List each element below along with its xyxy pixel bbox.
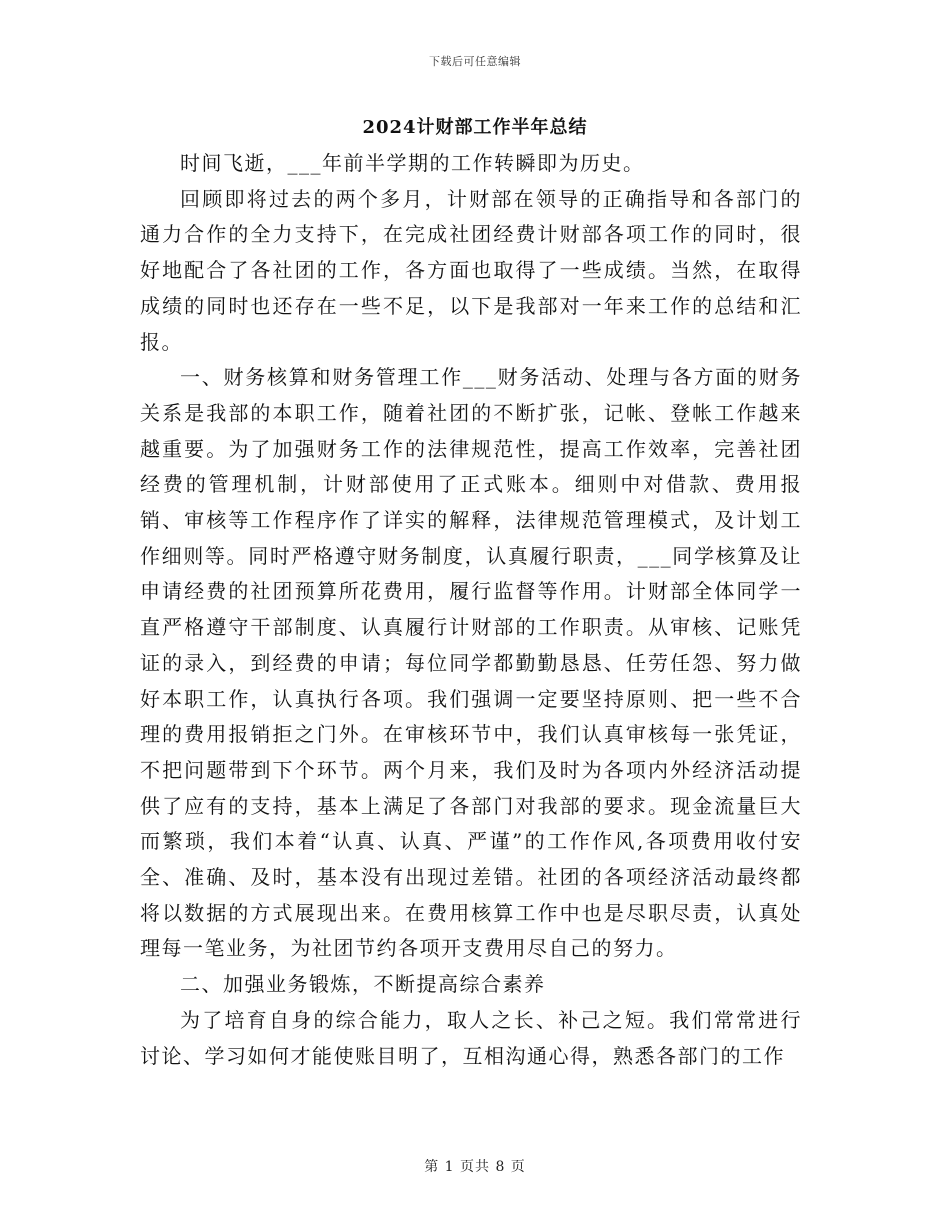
header-note: 下载后可任意编辑 bbox=[429, 55, 521, 68]
page-footer: 第 1 页共 8 页 bbox=[424, 1159, 526, 1175]
paragraph-section-2: 为了培育自身的综合能力，取人之长、补己之短。我们常常进行讨论、学习如何才能使账目明了，互相沟通心得，熟悉各部门的工作 bbox=[140, 1007, 802, 1068]
document-body bbox=[140, 146, 802, 1074]
section-2-heading: 二、加强业务锻炼，不断提高综合素养 bbox=[180, 972, 546, 997]
paragraph-review: 回顾即将过去的两个多月，计财部在领导的正确指导和各部门的通力合作的全力支持下，在完成社团经费计财部各项工作的同时，很好地配合了各社团的工作，各方面也取得了一些成绩。当然，在取得成绩的同时也还存在一些不足，以下是我部对一年来工作的总结和汇报。 bbox=[140, 186, 802, 354]
document-title: 2024计财部工作半年总结 bbox=[362, 117, 588, 138]
paragraph-section-1: 一、财务核算和财务管理工作___财务活动、处理与各方面的财务关系是我部的本职工作，随着社团的不断扩张，记帐、登帐工作越来越重要。为了加强财务工作的法律规范性，提高工作效率，完善社团经费的管理机制，计财部使用了正式账本。细则中对借款、费用报销、审核等工作程序作了详实的解释，法律规范管理模式，及计划工作细则等。同时严格遵守财务制度，认真履行职责，___同学核算及让申请经费的社团预算所花费用，履行监督等作用。计财部全体同学一直严格遵守干部制度、认真履行计财部的工作职责。从审核、记账凭证的录入，到经费的申请；每位同学都勤勤恳恳、任劳任怨、努力做好本职工作，认真执行各项。我们强调一定要坚持原则、把一些不合理的费用报销拒之门外。在审核环节中，我们认真审核每一张凭证，不把问题带到下个环节。两个月来，我们及时为各项内外经济活动提供了应有的支持，基本上满足了各部门对我部的要求。现金流量巨大而繁琐，我们本着“认真、认真、严谨”的工作作风,各项费用收付安全、准确、及时，基本没有出现过差错。社团的各项经济活动最终都将以数据的方式展现出来。在费用核算工作中也是尽职尽责，认真处理每一笔业务，为社团节约各项开支费用尽自己的努力。 bbox=[140, 365, 802, 961]
paragraph-intro: 时间飞逝，___年前半学期的工作转瞬即为历史。 bbox=[180, 151, 645, 175]
